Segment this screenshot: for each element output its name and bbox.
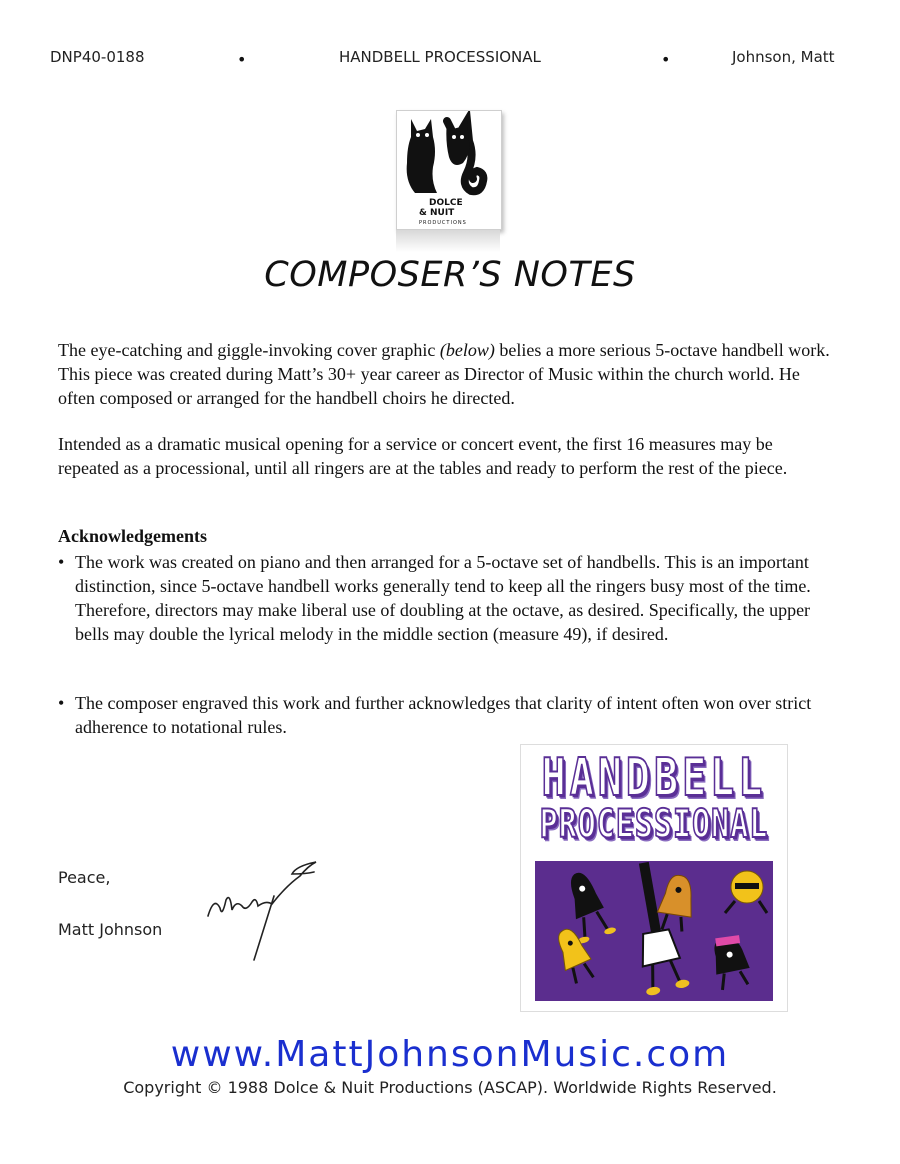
logo-line1: DOLCE — [429, 198, 463, 208]
intro-italic: (below) — [439, 340, 495, 360]
header-author: Johnson, Matt — [732, 48, 835, 66]
intro-text: The eye-catching and giggle-invoking cover graphic — [58, 340, 440, 360]
logo-reflection — [396, 230, 500, 252]
cover-graphic — [520, 744, 788, 1012]
signature-image — [196, 856, 326, 966]
website-url[interactable]: www.MattJohnsonMusic.com — [170, 1034, 730, 1075]
publisher-logo — [390, 104, 510, 252]
intro-text: belies a more serious 5-octave handbell work. This piece was created during Matt’s 30+ year career as Director of Music within the church world. He often composed or arranged for the handbell choirs he directed. — [58, 340, 830, 408]
cover-title-line1: HANDBELL — [541, 748, 767, 808]
copyright-notice: Copyright © 1988 Dolce & Nuit Productions (ASCAP). Worldwide Rights Reserved. — [123, 1078, 777, 1097]
acknowledgement-item — [58, 691, 838, 739]
closing: Peace, — [58, 868, 111, 887]
cover-title-line2: PROCESSIONAL — [539, 801, 769, 848]
acknowledgement-text: The composer engraved this work and further acknowledges that clarity of intent often won over strict adherence to notational rules. — [75, 693, 812, 737]
signer-name: Matt Johnson — [58, 920, 163, 939]
header-separator: • — [237, 50, 247, 69]
cover-illustration — [535, 861, 773, 1001]
acknowledgements-heading: Acknowledgements — [58, 526, 207, 546]
intro-paragraph-1 — [58, 338, 833, 410]
bullet: • — [58, 693, 65, 713]
header-title: HANDBELL PROCESSIONAL — [339, 48, 541, 66]
logo-line3: PRODUCTIONS — [419, 220, 467, 226]
bullet: • — [58, 552, 65, 572]
header-code: DNP40-0188 — [50, 48, 145, 66]
page-title: COMPOSER’S NOTES — [264, 255, 636, 295]
logo-line2: & NUIT — [419, 208, 455, 218]
acknowledgement-item — [58, 550, 838, 646]
acknowledgement-text: The work was created on piano and then arranged for a 5-octave set of handbells. This is an important distinction, since 5-octave handbell works generally tend to keep all the ringers busy most of the time. Therefore, directors may make liberal use of doubling at the octave, as desired. Specifically, the upper bells may double the lyrical melody in the middle section (measure 49), if desired. — [75, 552, 811, 644]
header-separator: • — [661, 50, 671, 69]
cats-logo-icon — [397, 111, 501, 229]
intro-paragraph-2: Intended as a dramatic musical opening for a service or concert event, the first 16 measures may be repeated as a processional, until all ringers are at the tables and ready to perform the rest of the piece. — [58, 434, 788, 478]
dancing-bells-icon — [535, 861, 773, 1001]
